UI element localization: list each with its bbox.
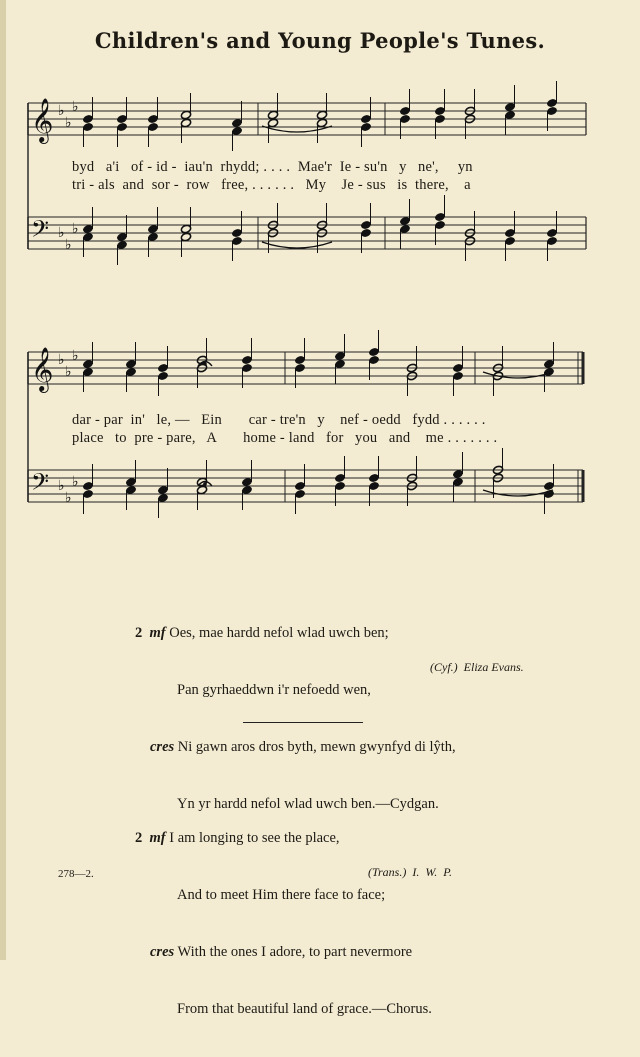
flat-icon: ♭ bbox=[72, 221, 79, 237]
note-head bbox=[360, 114, 371, 124]
note-head bbox=[231, 236, 242, 246]
note-head bbox=[231, 228, 242, 238]
note-head bbox=[157, 371, 168, 381]
note-head bbox=[196, 485, 207, 495]
tie-curve bbox=[262, 242, 332, 248]
note-head bbox=[543, 359, 554, 369]
flat-icon: ♭ bbox=[65, 490, 72, 506]
note-head bbox=[267, 110, 278, 120]
note-head bbox=[543, 481, 554, 491]
note-head bbox=[546, 228, 557, 238]
note-head bbox=[399, 106, 410, 116]
note-head bbox=[125, 477, 136, 487]
note-head bbox=[147, 224, 158, 234]
note-head bbox=[360, 122, 371, 132]
page-title: Children's and Young People's Tunes. bbox=[94, 28, 546, 53]
flat-icon: ♭ bbox=[65, 115, 72, 131]
bass-clef-icon: 𝄢 bbox=[31, 215, 50, 248]
note-head bbox=[82, 114, 93, 124]
note-head bbox=[452, 469, 463, 479]
note-head bbox=[157, 493, 168, 503]
flat-icon: ♭ bbox=[58, 352, 65, 368]
flat-icon: ♭ bbox=[58, 225, 65, 241]
treble-clef-icon: 𝄞 bbox=[31, 98, 54, 142]
flat-icon: ♭ bbox=[58, 478, 65, 494]
note-head bbox=[546, 98, 557, 108]
note-heads bbox=[82, 81, 557, 518]
note-head bbox=[294, 363, 305, 373]
note-head bbox=[504, 236, 515, 246]
english-credit: (Trans.) I. W. P. bbox=[368, 865, 453, 879]
note-head bbox=[82, 481, 93, 491]
note-head bbox=[116, 114, 127, 124]
english-verse bbox=[135, 791, 432, 1057]
note-head bbox=[125, 485, 136, 495]
note-head bbox=[368, 347, 379, 357]
note-head bbox=[504, 102, 515, 112]
note-head bbox=[125, 359, 136, 369]
note-head bbox=[452, 363, 463, 373]
note-head bbox=[360, 228, 371, 238]
note-head bbox=[82, 232, 93, 242]
note-head bbox=[241, 363, 252, 373]
section-divider bbox=[243, 722, 363, 723]
note-head bbox=[157, 363, 168, 373]
note-head bbox=[125, 367, 136, 377]
page-reference: 278—2. bbox=[58, 868, 94, 880]
note-head bbox=[399, 224, 410, 234]
note-head bbox=[180, 224, 191, 234]
note-head bbox=[147, 122, 158, 132]
verse-line: From that beautiful land of grace.—Chorus. bbox=[177, 1001, 432, 1017]
note-head bbox=[180, 110, 191, 120]
flat-icon: ♭ bbox=[65, 364, 72, 380]
bass-clef-icon: 𝄢 bbox=[31, 468, 50, 501]
lyric-line-welsh-1: byd a'i of - id - iau'n rhydd; . . . . Mae'r Ie - su'n y ne', yn bbox=[72, 159, 473, 175]
note-head bbox=[434, 106, 445, 116]
dynamic-mark: cres bbox=[150, 739, 175, 755]
flat-icon: ♭ bbox=[72, 348, 79, 364]
note-head bbox=[116, 240, 127, 250]
note-head bbox=[82, 367, 93, 377]
verse-line: Yn yr hardd nefol wlad uwch ben.—Cydgan. bbox=[177, 796, 439, 812]
note-head bbox=[316, 118, 327, 128]
verse-number: 2 bbox=[135, 830, 143, 846]
note-head bbox=[368, 355, 379, 365]
note-head bbox=[334, 359, 345, 369]
note-head bbox=[82, 489, 93, 499]
note-head bbox=[82, 224, 93, 234]
note-head bbox=[116, 122, 127, 132]
verse-number: 2 bbox=[135, 625, 143, 641]
note-head bbox=[316, 110, 327, 120]
lyric-line-english-1: tri - als and sor - row free, . . . . . . My Je - sus is there, a bbox=[72, 177, 471, 193]
verse-line: Oes, mae hardd nefol wlad uwch ben; bbox=[169, 625, 389, 641]
note-head bbox=[399, 216, 410, 226]
dynamic-mark: mf bbox=[149, 625, 166, 641]
note-head bbox=[241, 485, 252, 495]
note-head bbox=[241, 477, 252, 487]
treble-clef-icon: 𝄞 bbox=[31, 347, 54, 391]
note-head bbox=[434, 114, 445, 124]
note-head bbox=[399, 114, 410, 124]
note-head bbox=[231, 126, 242, 136]
note-head bbox=[546, 236, 557, 246]
verse-line: I am longing to see the place, bbox=[169, 830, 340, 846]
note-head bbox=[504, 110, 515, 120]
note-head bbox=[368, 473, 379, 483]
flat-icon: ♭ bbox=[72, 474, 79, 490]
note-head bbox=[334, 473, 345, 483]
verse-line: And to meet Him there face to face; bbox=[177, 887, 386, 903]
note-head bbox=[294, 355, 305, 365]
verse-line: Ni gawn aros dros byth, mewn gwynfyd di lŷth, bbox=[177, 739, 456, 755]
note-head bbox=[360, 220, 371, 230]
note-head bbox=[452, 477, 463, 487]
verse-line: Pan gyrhaeddwn i'r nefoedd wen, bbox=[177, 682, 371, 698]
note-head bbox=[82, 359, 93, 369]
note-head bbox=[294, 481, 305, 491]
note-head bbox=[334, 351, 345, 361]
note-head bbox=[452, 371, 463, 381]
flat-icon: ♭ bbox=[65, 237, 72, 253]
verse-line: With the ones I adore, to part nevermore bbox=[177, 944, 413, 960]
note-head bbox=[334, 481, 345, 491]
dynamic-mark: mf bbox=[149, 830, 166, 846]
note-head bbox=[180, 118, 191, 128]
note-head bbox=[180, 232, 191, 242]
note-head bbox=[368, 481, 379, 491]
note-head bbox=[147, 232, 158, 242]
note-head bbox=[504, 228, 515, 238]
note-head bbox=[434, 220, 445, 230]
flat-icon: ♭ bbox=[72, 99, 79, 115]
note-head bbox=[546, 106, 557, 116]
note-head bbox=[241, 355, 252, 365]
note-head bbox=[147, 114, 158, 124]
note-head bbox=[82, 122, 93, 132]
note-head bbox=[267, 118, 278, 128]
fermata-dot bbox=[204, 363, 207, 366]
welsh-credit: (Cyf.) Eliza Evans. bbox=[430, 660, 524, 674]
note-head bbox=[231, 118, 242, 128]
note-head bbox=[434, 212, 445, 222]
note-head bbox=[116, 232, 127, 242]
lyric-line-english-2: place to pre - pare, A home - land for you and me . . . . . . . bbox=[72, 430, 498, 446]
note-head bbox=[294, 489, 305, 499]
lyric-line-welsh-2: dar - par in' le, — Ein car - tre'n y nef - oedd fydd . . . . . . bbox=[72, 412, 486, 428]
fermata-dot bbox=[204, 483, 207, 486]
note-head bbox=[157, 485, 168, 495]
dynamic-mark: cres bbox=[150, 944, 175, 960]
flat-icon: ♭ bbox=[58, 103, 65, 119]
